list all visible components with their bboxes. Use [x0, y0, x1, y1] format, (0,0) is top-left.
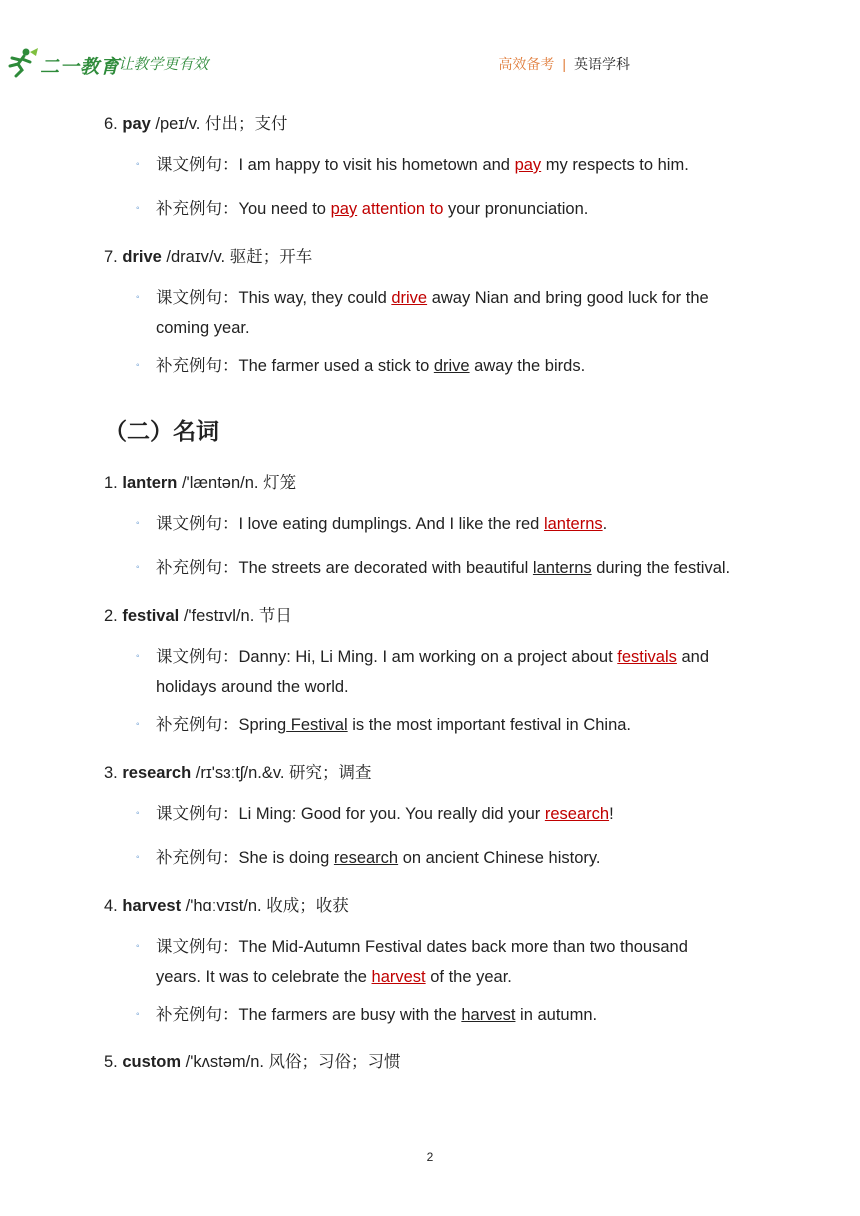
entry-word: drive — [122, 248, 162, 266]
entry-gloss: /'festɪvl/n. 节日 — [179, 607, 292, 625]
underlined-word: drive — [433, 357, 470, 375]
brand-slogan: / 让教学更有效 — [110, 56, 209, 73]
highlight-word: drive — [391, 289, 428, 307]
entry-gloss: /rɪ'sɜːtʃ/n.&v. 研究；调查 — [191, 764, 372, 782]
header-exam-label: 高效备考 — [498, 56, 555, 72]
example-text: Li Ming: Good for you. You really did your — [238, 805, 545, 823]
highlight-word: festivals — [617, 648, 677, 666]
entry-word: pay — [122, 115, 151, 133]
example-text: Danny: Hi, Li Ming. I am working on a project about — [238, 648, 618, 666]
runner-logo-icon — [4, 46, 40, 78]
entry-gloss: /'kʌstəm/n. 风俗；习俗；习惯 — [181, 1053, 401, 1071]
bullet-icon: ◦ — [136, 360, 140, 371]
entry-number: 5. — [104, 1053, 118, 1071]
bullet-icon: ◦ — [136, 651, 140, 662]
entry-custom — [104, 1048, 401, 1072]
example-research-supplement — [136, 843, 776, 873]
example-text: You need to — [238, 200, 331, 218]
highlight-word: research — [544, 805, 610, 823]
header-right — [498, 54, 630, 74]
bullet-icon: ◦ — [136, 518, 140, 529]
bullet-icon: ◦ — [136, 203, 140, 214]
example-text: The streets are decorated with beautiful — [238, 559, 533, 577]
bullet-icon: ◦ — [136, 852, 140, 863]
example-text-post: is the most important festival in China. — [347, 716, 632, 734]
entry-word: festival — [122, 607, 180, 625]
example-label: 课文例句： — [156, 648, 239, 666]
example-label: 补充例句： — [156, 559, 239, 577]
page-number: 2 — [426, 1150, 434, 1164]
example-research-text — [136, 799, 776, 829]
example-harvest-text — [136, 932, 736, 992]
example-text: I am happy to visit his hometown and — [238, 156, 515, 174]
entry-number: 4. — [104, 897, 118, 915]
highlight-word: lanterns — [543, 515, 603, 533]
example-text: The farmers are busy with the — [238, 1006, 462, 1024]
example-text: This way, they could — [238, 289, 392, 307]
header-separator: | — [562, 56, 566, 72]
example-lantern-text — [136, 509, 776, 539]
bullet-icon: ◦ — [136, 1009, 140, 1020]
bullet-icon: ◦ — [136, 941, 140, 952]
example-text: Spring — [238, 716, 287, 734]
entry-gloss: /'hɑːvɪst/n. 收成；收获 — [181, 897, 349, 915]
example-text-post: away the birds. — [469, 357, 586, 375]
underlined-word: Festival — [286, 716, 348, 734]
entry-number: 2. — [104, 607, 118, 625]
example-text-post: ! — [609, 805, 614, 823]
example-harvest-supplement — [136, 1000, 776, 1030]
entry-drive — [104, 243, 312, 267]
highlight-word: harvest — [371, 968, 426, 986]
underlined-word: lanterns — [532, 559, 592, 577]
entry-pay — [104, 110, 287, 134]
example-text-post: my respects to him. — [541, 156, 689, 174]
entry-lantern — [104, 469, 296, 493]
entry-word: custom — [122, 1053, 182, 1071]
page-header — [0, 0, 860, 95]
example-festival-text — [136, 642, 751, 702]
entry-word: harvest — [122, 897, 182, 915]
example-pay-supplement — [136, 194, 776, 224]
brand-name: 二一教育 — [40, 57, 121, 78]
section-heading: （二）名词 — [104, 418, 219, 444]
bullet-icon: ◦ — [136, 808, 140, 819]
bullet-icon: ◦ — [136, 159, 140, 170]
example-drive-supplement — [136, 351, 776, 381]
example-festival-supplement — [136, 710, 776, 740]
example-label: 补充例句： — [156, 200, 239, 218]
underlined-word: research — [333, 849, 399, 867]
example-label: 补充例句： — [156, 849, 239, 867]
entry-gloss: /'læntən/n. 灯笼 — [177, 474, 297, 492]
entry-number: 1. — [104, 474, 118, 492]
example-text-post: and holidays around the world. — [156, 648, 710, 696]
header-subject: 英语学科 — [574, 56, 630, 72]
bullet-icon: ◦ — [136, 562, 140, 573]
example-text-post: in autumn. — [515, 1006, 598, 1024]
entry-word: lantern — [122, 474, 178, 492]
example-text-post: of the year. — [425, 968, 512, 986]
example-text: The farmer used a stick to — [238, 357, 434, 375]
entry-festival — [104, 602, 292, 626]
bullet-icon: ◦ — [136, 719, 140, 730]
highlight-word: pay — [330, 200, 358, 218]
entry-gloss: /peɪ/v. 付出；支付 — [150, 115, 288, 133]
example-label: 课文例句： — [156, 156, 239, 174]
example-label: 课文例句： — [156, 938, 239, 956]
entry-research — [104, 759, 372, 783]
entry-word: research — [122, 764, 192, 782]
example-label: 补充例句： — [156, 357, 239, 375]
example-label: 课文例句： — [156, 805, 239, 823]
example-text-post: on ancient Chinese history. — [398, 849, 601, 867]
example-label: 补充例句： — [156, 1006, 239, 1024]
entry-gloss: /draɪv/v. 驱赶；开车 — [161, 248, 313, 266]
example-text-post: your pronunciation. — [443, 200, 589, 218]
example-label: 课文例句： — [156, 515, 239, 533]
entry-number: 7. — [104, 248, 118, 266]
example-text-post: away Nian and bring good luck for the coming year. — [156, 289, 709, 337]
highlight-word: pay — [514, 156, 542, 174]
example-drive-text — [136, 283, 746, 343]
example-text-post: during the festival. — [591, 559, 731, 577]
highlight-phrase: attention to — [357, 200, 444, 218]
entry-harvest — [104, 892, 349, 916]
example-text-post: . — [602, 515, 608, 533]
example-label: 课文例句： — [156, 289, 239, 307]
underlined-word: harvest — [461, 1006, 516, 1024]
bullet-icon: ◦ — [136, 292, 140, 303]
example-label: 补充例句： — [156, 716, 239, 734]
entry-number: 6. — [104, 115, 118, 133]
entry-number: 3. — [104, 764, 118, 782]
example-lantern-supplement — [136, 553, 796, 583]
example-pay-text — [136, 150, 776, 180]
example-text: She is doing — [238, 849, 334, 867]
example-text: The Mid-Autumn Festival dates back more than two thousand years. It was to celebrate the — [156, 938, 688, 986]
example-text: I love eating dumplings. And I like the red — [238, 515, 544, 533]
